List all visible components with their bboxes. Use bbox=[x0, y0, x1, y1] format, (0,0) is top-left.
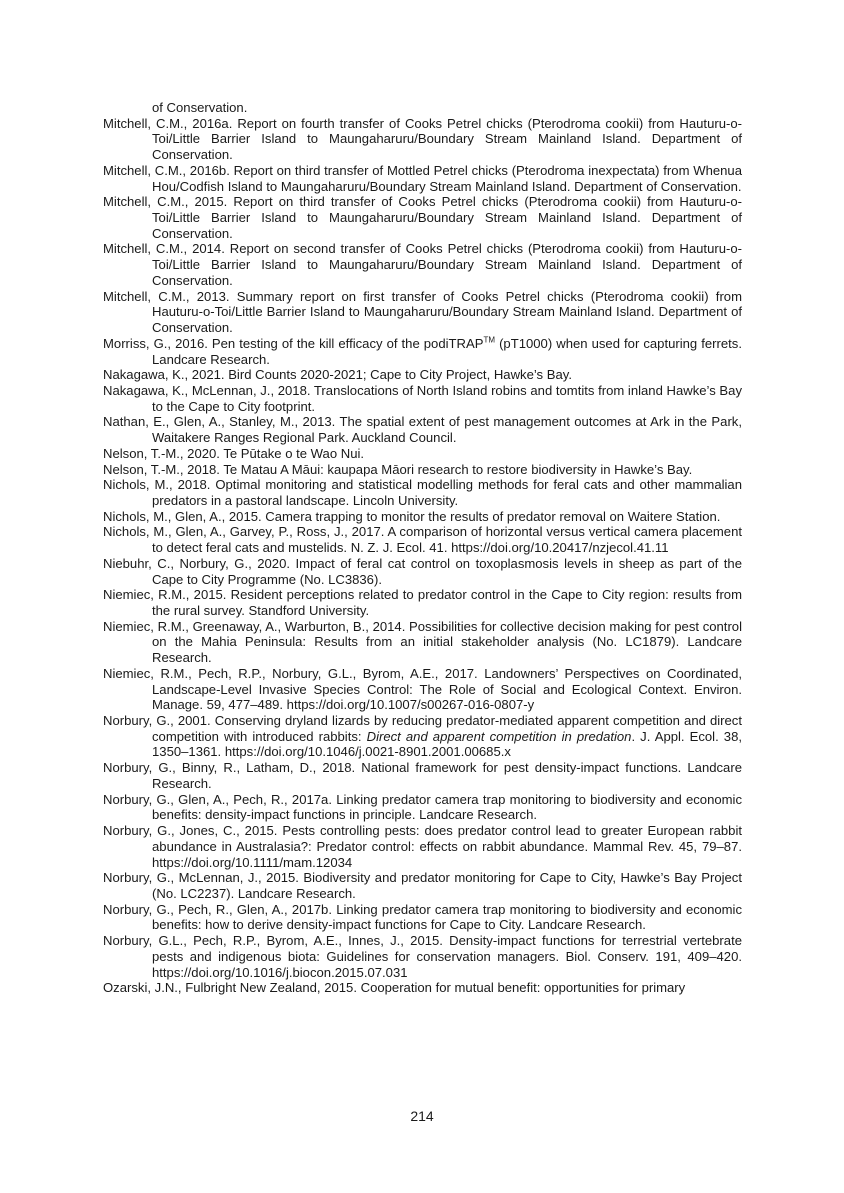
reference-list bbox=[103, 100, 742, 996]
reference-text: Morriss, G., 2016. Pen testing of the kill efficacy of the podiTRAP bbox=[103, 335, 484, 351]
reference-text: Norbury, G., 2001. Conserving dryland lizards by reducing predator-mediated apparent competition and direct competition with introduced rabbits: bbox=[103, 713, 742, 744]
reference-entry: Mitchell, C.M., 2014. Report on second transfer of Cooks Petrel chicks (Pterodroma cookii) from Hauturu-o-Toi/Little Barrier Island to Maungaharuru/Boundary Stream Mainland Island. Department of Conservation. bbox=[103, 241, 742, 288]
reference-entry bbox=[103, 336, 742, 367]
reference-entry: Mitchell, C.M., 2016a. Report on fourth transfer of Cooks Petrel chicks (Pterodroma cookii) from Hauturu-o-Toi/Little Barrier Island to Maungaharuru/Boundary Stream Mainland Island. Department of Conservation. bbox=[103, 115, 742, 163]
reference-text: . J. Appl. Ecol. 38, 1350–1361. https://doi.org/10.1046/j.0021-8901.2001.00685.x bbox=[152, 728, 743, 760]
reference-entry: Niemiec, R.M., Greenaway, A., Warburton, B., 2014. Possibilities for collective decision making for pest control on the Mahia Peninsula: Results from an initial stakeholder analysis (No. LC1879). Landcare Research. bbox=[103, 618, 742, 666]
reference-entry: Norbury, G., Binny, R., Latham, D., 2018. National framework for pest density-impact functions. Landcare Research. bbox=[103, 760, 742, 791]
reference-entry: Norbury, G., McLennan, J., 2015. Biodiversity and predator monitoring for Cape to City, Hawke’s Bay Project (No. LC2237). Landcare Research. bbox=[103, 870, 742, 901]
reference-entry: Ozarski, J.N., Fulbright New Zealand, 2015. Cooperation for mutual benefit: opportunities for primary bbox=[103, 980, 686, 996]
reference-italic-title: Direct and apparent competition in predation bbox=[366, 728, 632, 744]
page-number: 214 bbox=[410, 1108, 434, 1124]
reference-entry: Mitchell, C.M., 2016b. Report on third transfer of Mottled Petrel chicks (Pterodroma inexpectata) from Whenua Hou/Codfish Island to Maungaharuru/Boundary Stream Mainland Island. Department of Conservation. bbox=[103, 162, 742, 194]
reference-entry: Nakagawa, K., 2021. Bird Counts 2020-2021; Cape to City Project, Hawke’s Bay. bbox=[103, 367, 572, 383]
reference-entry: Nathan, E., Glen, A., Stanley, M., 2013. The spatial extent of pest management outcomes at Ark in the Park, Waitakere Ranges Regional Park. Auckland Council. bbox=[103, 414, 742, 446]
reference-entry: Niemiec, R.M., Pech, R.P., Norbury, G.L., Byrom, A.E., 2017. Landowners’ Perspectives on Coordinated, Landscape-Level Invasive Species Control: The Role of Social and Ecological Context. Environ. Manage. 59, 477–489. https://doi.org/10.1007/s00267-016-0807-y bbox=[103, 665, 742, 713]
reference-text: (pT1000) when used for capturing ferrets. Landcare Research. bbox=[152, 335, 742, 367]
reference-entry: Nelson, T.-M., 2020. Te Pūtake o te Wao Nui. bbox=[103, 445, 365, 461]
reference-entry: Norbury, G., Jones, C., 2015. Pests controlling pests: does predator control lead to greater European rabbit abundance in Australasia?: Predator control: effects on rabbit abundance. Mammal Rev. 45, 79–87. https://doi.org/10.1111/mam.12034 bbox=[103, 823, 742, 870]
reference-entry: Norbury, G.L., Pech, R.P., Byrom, A.E., Innes, J., 2015. Density-impact functions for terrestrial vertebrate pests and indigenous biota: Guidelines for conservation managers. Biol. Conserv. 191, 409–420. https://doi.org/10.1016/j.biocon.2015.07.031 bbox=[103, 933, 742, 980]
reference-entry: Norbury, G., Glen, A., Pech, R., 2017a. Linking predator camera trap monitoring to biodiversity and economic benefits: density-impact functions in principle. Landcare Research. bbox=[103, 791, 742, 823]
reference-entry: Mitchell, C.M., 2015. Report on third transfer of Cooks Petrel chicks (Pterodroma cookii) from Hauturu-o-Toi/Little Barrier Island to Maungaharuru/Boundary Stream Mainland Island. Department of Conservation. bbox=[103, 194, 742, 241]
reference-entry: Nakagawa, K., McLennan, J., 2018. Translocations of North Island robins and tomtits from inland Hawke’s Bay to the Cape to City footprint. bbox=[103, 382, 742, 414]
reference-entry: Norbury, G., Pech, R., Glen, A., 2017b. Linking predator camera trap monitoring to biodiversity and economic benefits: how to derive density-impact functions for Cape to City. Landcare Research. bbox=[103, 901, 742, 933]
reference-entry: of Conservation. bbox=[152, 100, 248, 115]
reference-entry: Nichols, M., Glen, A., Garvey, P., Ross, J., 2017. A comparison of horizontal versus vertical camera placement to detect feral cats and mustelids. N. Z. J. Ecol. 41. https://doi.org/10.20417/nzjecol.41.11 bbox=[103, 524, 742, 556]
reference-entry: Mitchell, C.M., 2013. Summary report on first transfer of Cooks Petrel chicks (Pterodroma cookii) from Hauturu-o-Toi/Little Barrier Island to Maungaharuru/Boundary Stream Mainland Island. Department of Conservation. bbox=[103, 288, 742, 336]
trademark-superscript: TM bbox=[483, 335, 496, 345]
reference-entry: Nichols, M., Glen, A., 2015. Camera trapping to monitor the results of predator removal on Waitere Station. bbox=[103, 508, 721, 524]
reference-entry: Niemiec, R.M., 2015. Resident perceptions related to predator control in the Cape to City region: results from the rural survey. Standford University. bbox=[103, 587, 742, 618]
reference-entry: Niebuhr, C., Norbury, G., 2020. Impact of feral cat control on toxoplasmosis levels in sheep as part of the Cape to City Programme (No. LC3836). bbox=[103, 555, 742, 587]
reference-entry: Nelson, T.-M., 2018. Te Matau A Māui: kaupapa Māori research to restore biodiversity in Hawke’s Bay. bbox=[103, 461, 693, 477]
reference-entry bbox=[103, 713, 742, 760]
reference-entry: Nichols, M., 2018. Optimal monitoring and statistical modelling methods for feral cats and other mammalian predators in a pastoral landscape. Lincoln University. bbox=[103, 477, 742, 508]
